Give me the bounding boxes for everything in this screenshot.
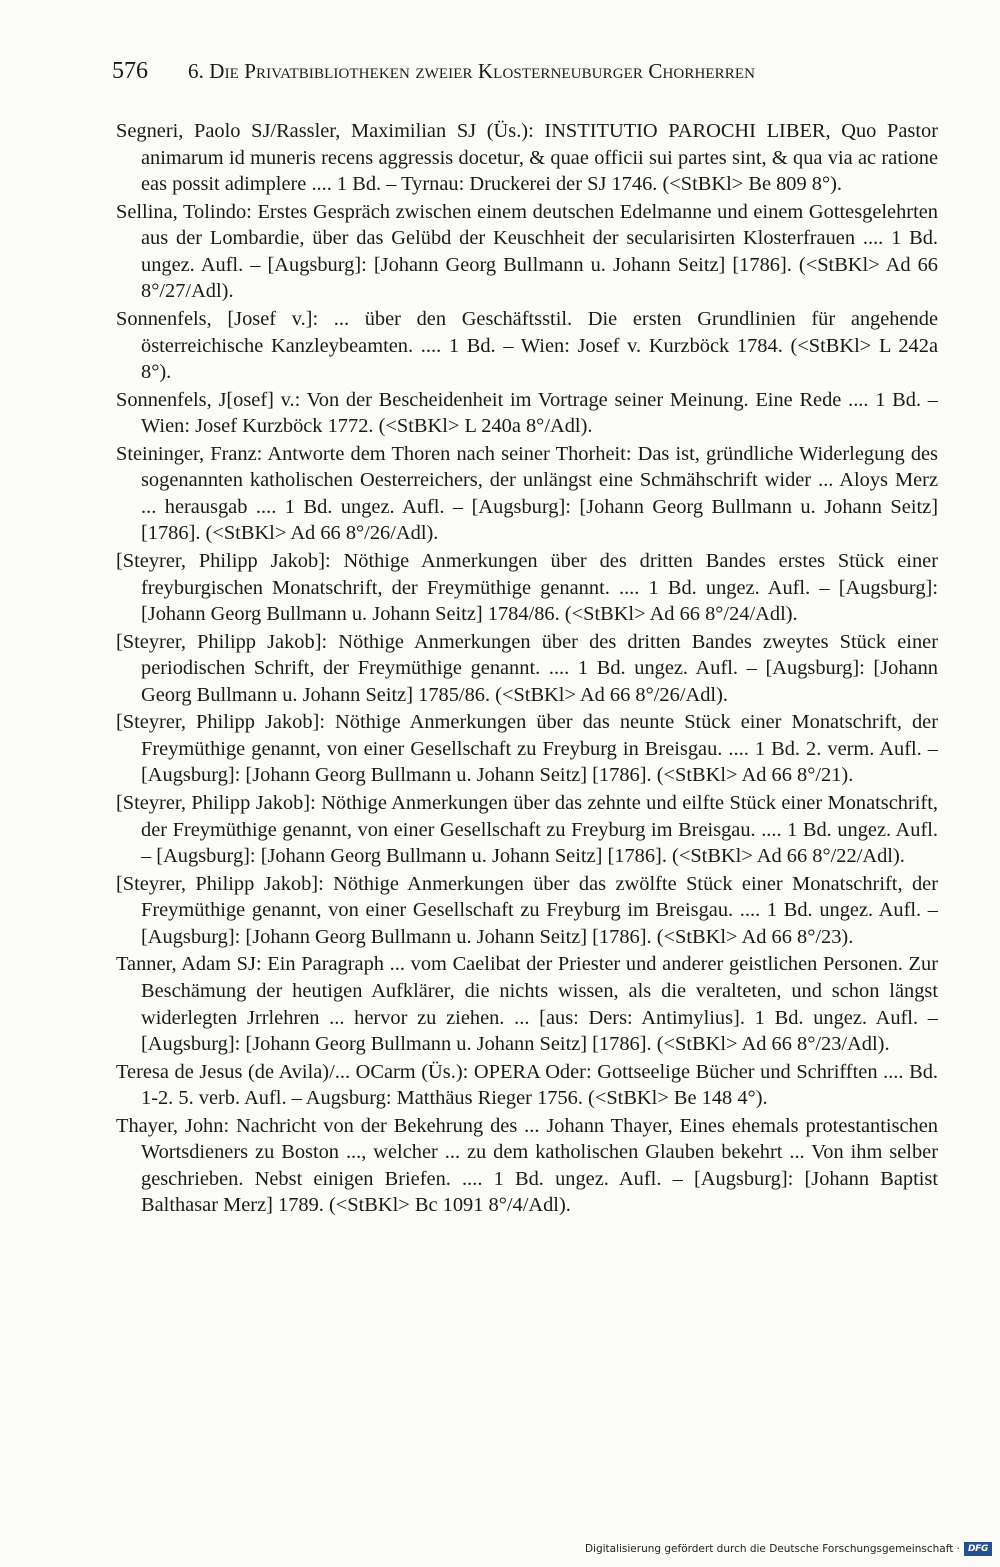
bibliography-entry: Tanner, Adam SJ: Ein Paragraph ... vom Caelibat der Priester und anderer geistlichen Personen. Zur Beschämung der heutigen Aufklärer, die nichts wissen, als die veralteten, und schon längst widerlegten Jrrlehren ... hervor zu ziehen. ... [aus: Ders: Antimylius]. 1 Bd. ungez. Aufl. – [Augsburg]: [Johann Georg Bullmann u. Johann Seitz] [1786]. (<StBKl> Ad 66 8°/23/Adl). [116,953,938,1056]
bibliography-entry: [Steyrer, Philipp Jakob]: Nöthige Anmerkungen über des dritten Bandes erstes Stück einer freyburgischen Monatschrift, der Freymüthige genannt. .... 1 Bd. ungez. Aufl. – [Augsburg]: [Johann Georg Bullmann u. Johann Seitz] 1784/86. (<StBKl> Ad 66 8°/24/Adl). [116,549,938,626]
page-number: 576 [112,58,148,84]
dfg-logo-icon: DFG [964,1542,992,1556]
bibliography-entry: [Steyrer, Philipp Jakob]: Nöthige Anmerkungen über das zehnte und eilfte Stück einer Monatschrift, der Freymüthige genannt, von einer Gesellschaft zu Freyburg im Breisgau. .... 1 Bd. ungez. Aufl. – [Augsburg]: [Johann Georg Bullmann u. Johann Seitz] [1786]. (<StBKl> Ad 66 8°/22/Adl). [116,791,938,868]
bibliography-entry: [Steyrer, Philipp Jakob]: Nöthige Anmerkungen über das zwölfte Stück einer Monatschrift, der Freymüthige genannt, von einer Gesellschaft zu Freyburg im Breisgau. .... 1 Bd. ungez. Aufl. – [Augsburg]: [Johann Georg Bullmann u. Johann Seitz] [1786]. (<StBKl> Ad 66 8°/23). [116,872,938,948]
funding-note: Digitalisierung gefördert durch die Deutsche Forschungsgemeinschaft · [584,1543,960,1555]
bibliography-list [116,118,938,1220]
bibliography-entry: Sonnenfels, J[osef] v.: Von der Bescheidenheit im Vortrage seiner Meinung. Eine Rede .... 1 Bd. – Wien: Josef Kurzböck 1772. (<StBKl> L 240a 8°/Adl). [116,388,938,438]
chapter-title: 6. Die Privatbibliotheken zweier Klosterneuburger Chorherren [188,59,756,83]
bibliography-entry: Sellina, Tolindo: Erstes Gespräch zwischen einem deutschen Edelmanne und einem Gottesgelehrten aus der Lombardie, über das Gelübd der Keuschheit der secularisirten Klosterfrauen .... 1 Bd. ungez. Aufl. – [Augsburg]: [Johann Georg Bullmann u. Johann Seitz] [1786]. (<StBKl> Ad 66 8°/27/Adl). [116,200,938,303]
running-head [112,58,942,92]
bibliography-entry: [Steyrer, Philipp Jakob]: Nöthige Anmerkungen über das neunte Stück einer Monatschrift, der Freymüthige genannt, von einer Gesellschaft zu Freyburg in Breisgau. .... 1 Bd. 2. verm. Aufl. – [Augsburg]: [Johann Georg Bullmann u. Johann Seitz] [1786]. (<StBKl> Ad 66 8°/21). [116,711,938,787]
digitization-footer [585,1539,992,1559]
bibliography-entry: Teresa de Jesus (de Avila)/... OCarm (Üs.): OPERA Oder: Gottseelige Bücher und Schrifften .... Bd. 1-2. 5. verb. Aufl. – Augsburg: Matthäus Rieger 1756. (<StBKl> Be 148 4°). [116,1060,938,1110]
bibliography-entry: Segneri, Paolo SJ/Rassler, Maximilian SJ (Üs.): INSTITUTIO PAROCHI LIBER, Quo Pastor animarum id muneris recens aggressis docetur, & quae officii sui partes sint, & qua via ac ratione eas possit adimplere .... 1 Bd. – Tyrnau: Druckerei der SJ 1746. (<StBKl> Be 809 8°). [116,120,938,196]
bibliography-entry: Steininger, Franz: Antworte dem Thoren nach seiner Thorheit: Das ist, gründliche Widerlegung des sogenannten katholischen Oesterreichers, der unlängst eine Schmähschrift wider ... Aloys Merz ... herausgab .... 1 Bd. ungez. Aufl. – [Augsburg]: [Johann Georg Bullmann u. Johann Seitz] [1786]. (<StBKl> Ad 66 8°/26/Adl). [116,442,938,545]
bibliography-entry: Thayer, John: Nachricht von der Bekehrung des ... Johann Thayer, Eines ehemals protestantischen Wortsdieners zu Boston ..., welcher ... zu dem katholischen Glauben bekehrt ... Von ihm selber geschrieben. Nebst einigen Briefen. .... 1 Bd. ungez. Aufl. – [Augsburg]: [Johann Baptist Balthasar Merz] 1789. (<StBKl> Bc 1091 8°/4/Adl). [116,1114,938,1217]
bibliography-entry: Sonnenfels, [Josef v.]: ... über den Geschäftsstil. Die ersten Grundlinien für angehende österreichische Kanzleybeamten. .... 1 Bd. – Wien: Josef v. Kurzböck 1784. (<StBKl> L 242a 8°). [116,307,938,384]
bibliography-entry: [Steyrer, Philipp Jakob]: Nöthige Anmerkungen über des dritten Bandes zweytes Stück einer periodischen Schrift, der Freymüthige genannt. .... 1 Bd. ungez. Aufl. – [Augsburg]: [Johann Georg Bullmann u. Johann Seitz] 1785/86. (<StBKl> Ad 66 8°/26/Adl). [116,630,938,706]
